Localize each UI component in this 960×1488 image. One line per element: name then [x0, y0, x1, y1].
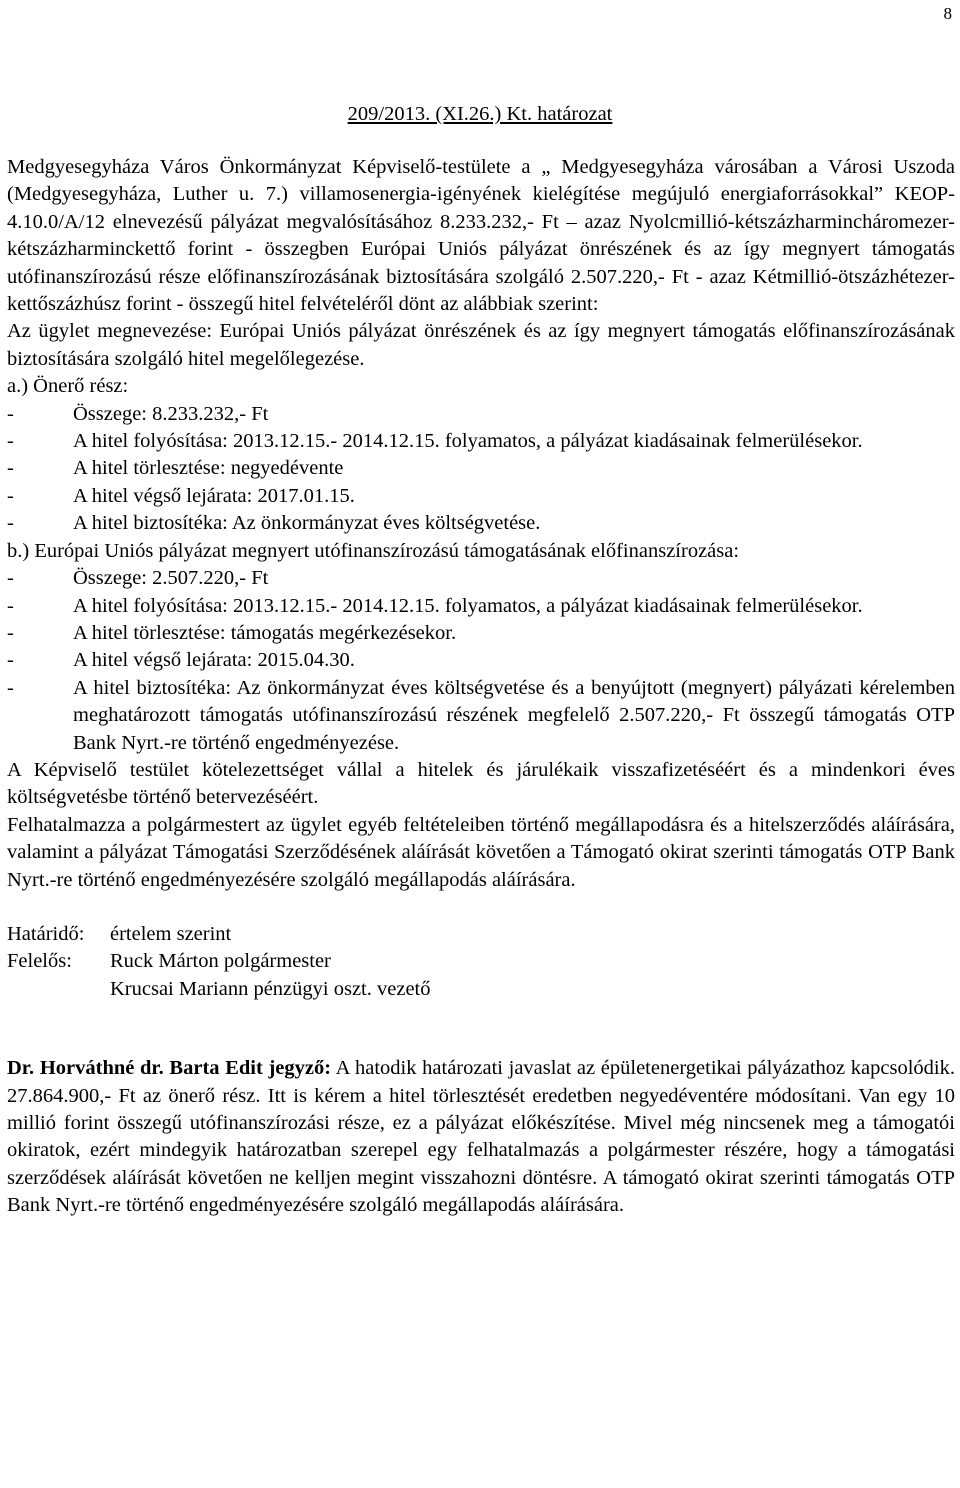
deadline-value: értelem szerint	[110, 922, 232, 945]
list-item: - A hitel folyósítása: 2013.12.15.- 2014.12.15. folyamatos, a pályázat kiadásainak felmerülésekor.	[7, 428, 955, 455]
list-item: - A hitel végső lejárata: 2015.04.30.	[7, 647, 955, 674]
resolution-title: 209/2013. (XI.26.) Kt. határozat	[347, 103, 613, 125]
obligation-paragraph: A Képviselő testület kötelezettséget vállal a hitelek és járulékaik visszafizetéséért és a mindenkori éves költségvetésbe történő betervezéséért.	[7, 758, 955, 809]
deadline-label: Határidő:	[7, 922, 85, 945]
list-item: - A hitel folyósítása: 2013.12.15.- 2014.12.15. folyamatos, a pályázat kiadásainak felmerülésekor.	[7, 593, 955, 620]
authorization-paragraph: Felhatalmazza a polgármestert az ügylet egyéb feltételeiben történő megállapodásra és a hitelszerződés aláírására, valamint a pályázat Támogatási Szerződésének aláírását követően a Támogató okirat szerinti támogatás OTP Bank Nyrt.-re történő engedményezésére szolgáló megállapodás aláírására.	[7, 813, 955, 891]
speech-text: A hatodik határozati javaslat az épületenergetikai pályázathoz kapcsolódik. 27.864.900,- Ft az önerő rész. Itt is kérem a hitel törlesztését eredetben negyedéventére módosítani. Van egy 10 millió forint összegű utófinanszírozási része, ez a pályázat előkészítése. Mivel még nincsenek meg a támogatói okiratok, ezért mindegyik határozatban szerepel egy felhatalmazás a polgármester részére, hogy a támogatási szerződések aláírását követően ne kelljen megint visszahozni döntésre. A támogató okirat szerinti támogatás OTP Bank Nyrt.-re történő engedményezésére szolgáló megállapodás aláírására.	[7, 1057, 955, 1217]
list-item: - A hitel végső lejárata: 2017.01.15.	[7, 483, 955, 510]
responsible-label: Felelős:	[7, 950, 72, 973]
list-item: - A hitel biztosítéka: Az önkormányzat éves költségvetése és a benyújtott (megnyert) pályázati kérelemben meghatározott támogatás utófinanszírozású részének megfelelő 2.507.220,- Ft összegű támogatás OTP Bank Nyrt.-re történő engedményezése.	[7, 675, 955, 757]
section-a-list	[7, 401, 955, 538]
intro-paragraph: Medgyesegyháza Város Önkormányzat Képviselő-testülete a „ Medgyesegyháza városában a Városi Uszoda (Medgyesegyháza, Luther u. 7.) villamosenergia-igényének kielégítése megújuló energiaforrásokkal” KEOP-4.10.0/A/12 elnevezésű pályázat megvalósításához 8.233.232,- Ft – azaz Nyolcmillió-kétszázharmincháromezer-kétszázharminckettő forint - összegben Európai Uniós pályázat önrészének és az így megnyert támogatás utófinanszírozású része előfinanszírozásának biztosítására szolgáló 2.507.220,- Ft - azaz Kétmillió-ötszázhétezer-kettőszázhúsz forint - összegű hitel felvételéről dönt az alábbiak szerint:	[7, 156, 955, 316]
responsible-value-1: Ruck Márton polgármester	[110, 950, 331, 973]
page-number: 8	[943, 4, 952, 23]
list-item: - A hitel törlesztése: negyedévente	[7, 455, 955, 482]
deadline-row	[7, 921, 955, 948]
deal-name-paragraph: Az ügylet megnevezése: Európai Uniós pályázat önrészének és az így megnyert támogatás előfinanszírozásának biztosítására szolgáló hitel megelőlegezése.	[7, 320, 955, 370]
section-b-heading: b.) Európai Uniós pályázat megnyert utófinanszírozású támogatásának előfinanszírozása:	[7, 539, 740, 562]
document-body	[7, 154, 955, 1220]
speaker-name: Dr. Horváthné dr. Barta Edit jegyző:	[7, 1057, 332, 1080]
section-a-heading: a.) Önerő rész:	[7, 375, 129, 398]
list-item: - A hitel törlesztése: támogatás megérkezésekor.	[7, 620, 955, 647]
speech-paragraph	[7, 1055, 955, 1219]
list-item: - A hitel biztosítéka: Az önkormányzat éves költségvetése.	[7, 510, 955, 537]
responsible-row	[7, 948, 955, 975]
list-item: - Összege: 2.507.220,- Ft	[7, 565, 955, 592]
list-item: - Összege: 8.233.232,- Ft	[7, 401, 955, 428]
section-b-list	[7, 565, 955, 757]
responsible-value-2: Krucsai Mariann pénzügyi oszt. vezető	[110, 977, 431, 1000]
